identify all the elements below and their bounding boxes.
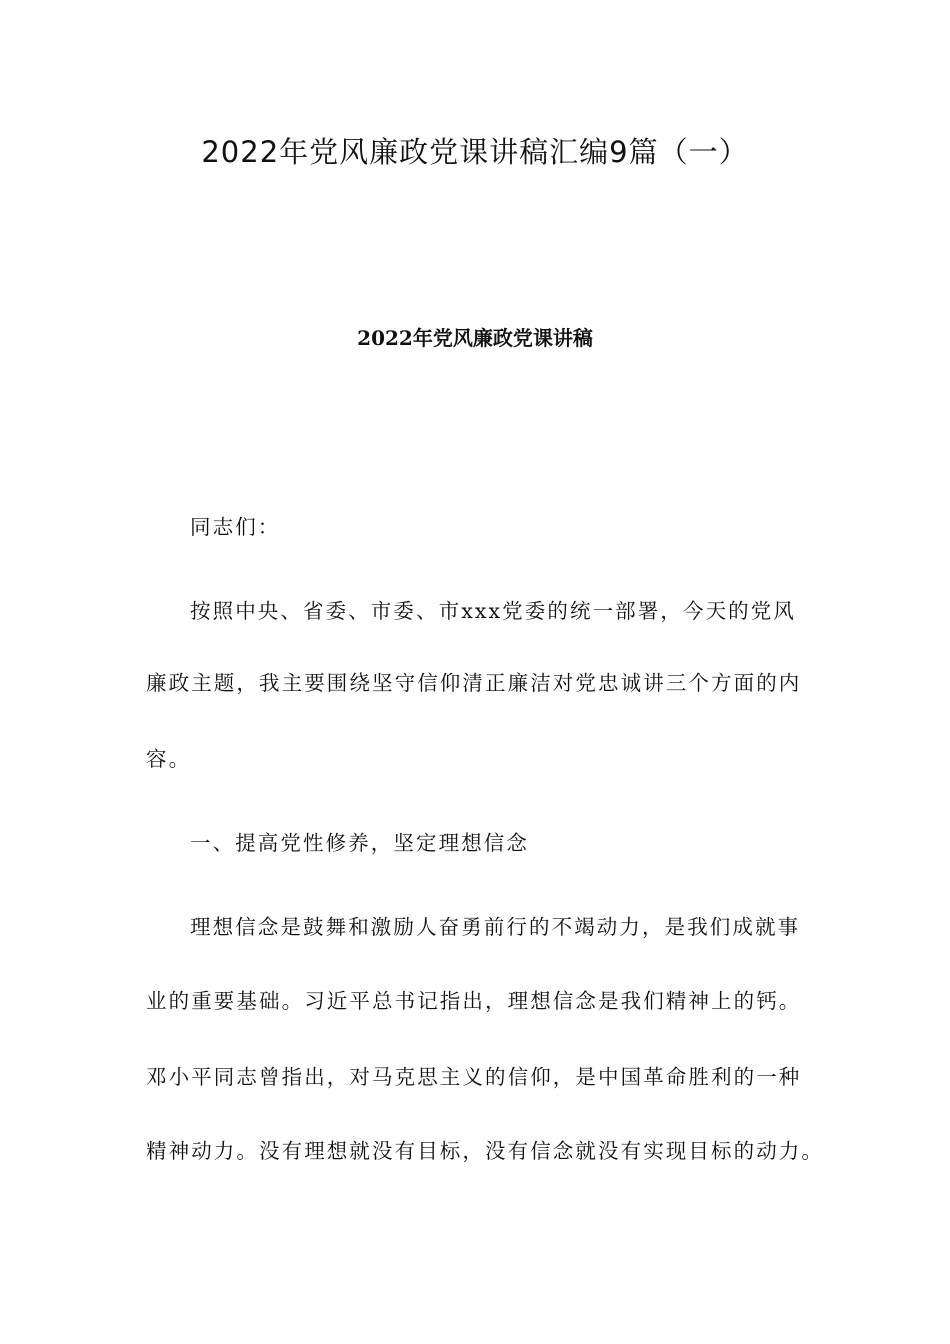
paragraph-1-line-3: 容。	[146, 747, 192, 771]
paragraph-1-line-1: 按照中央、省委、市委、市xxx党委的统一部署，今天的党风	[190, 599, 796, 623]
document-title: 2022年党风廉政党课讲稿汇编9篇（一）	[201, 135, 749, 169]
salutation-line: 同志们：	[190, 515, 281, 539]
paragraph-2-line-2: 业的重要基础。习近平总书记指出，理想信念是我们精神上的钙。	[146, 989, 802, 1013]
section-heading-1: 一、提高党性修养，坚定理想信念	[190, 831, 529, 855]
paragraph-2-line-1: 理想信念是鼓舞和激励人奋勇前行的不竭动力，是我们成就事	[190, 915, 801, 939]
document-subtitle: 2022年党风廉政党课讲稿	[357, 326, 593, 350]
paragraph-2-line-3: 邓小平同志曾指出，对马克思主义的信仰，是中国革命胜利的一种	[146, 1065, 802, 1089]
paragraph-2-line-4: 精神动力。没有理想就没有目标，没有信念就没有实现目标的动力。	[146, 1139, 824, 1163]
paragraph-1-line-2: 廉政主题，我主要围绕坚守信仰清正廉洁对党忠诚讲三个方面的内	[146, 671, 802, 695]
